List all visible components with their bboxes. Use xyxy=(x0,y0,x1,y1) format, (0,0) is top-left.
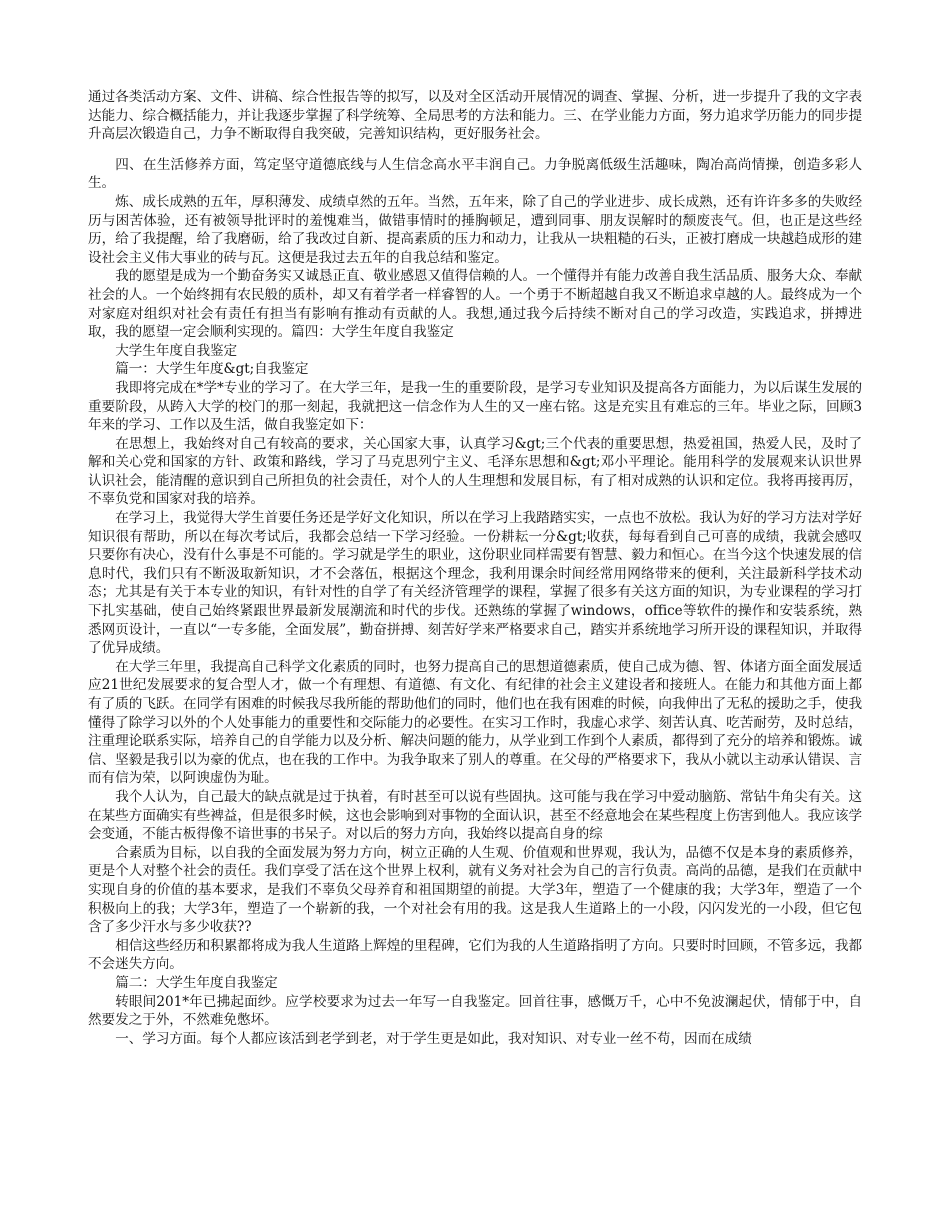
paragraph: 在学习上，我觉得大学生首要任务还是学好文化知识，所以在学习上我踏踏实实，一点也不放松。我认为好的学习方法对学好知识很有帮助，所以在每次考试后，我都会总结一下学习经验。一份耕耘一分&gt;收获，每每看到自己可喜的成绩，我就会感叹只要你有决心，没有什么事是不可能的。学习就是学生的职业，这份职业同样需要有智慧、毅力和恒心。在当今这个快速发展的信息时代，我们只有不断汲取新知识，才不会落伍，根据这个理念，我利用课余时间经常用网络带来的便利，关注最新科学技术动态；尤其是有关于本专业的知识，有针对性的自学了有关经济管理学的课程，掌握了很多有关这方面的知识，为专业课程的学习打下扎实基础，使自己始终紧跟世界最新发展潮流和时代的步伐。还熟练的掌握了windows，office等软件的操作和安装系统，熟悉网页设计，一直以“一专多能，全面发展”，勤奋拼搏、刻苦好学来严格要求自己，踏实并系统地学习所开设的课程知识，并取得了优异成绩。 xyxy=(88,510,862,657)
paragraph: 在大学三年里，我提高自己科学文化素质的同时，也努力提高自己的思想道德素质，使自己成为德、智、体诸方面全面发展适应21世纪发展要求的复合型人才，做一个有理想、有道德、有文化、有纪律的社会主义建设者和接班人。在能力和其他方面上都有了质的飞跃。在同学有困难的时候我尽我所能的帮助他们的同时，他们也在我有困难的时候，向我伸出了无私的援助之手，使我懂得了除学习以外的个人处事能力的重要性和交际能力的必要性。在实习工作时，我虚心求学、刻苦认真、吃苦耐劳，及时总结，注重理论联系实际，培养自己的自学能力以及分析、解决问题的能力，从学业到工作到个人素质，都得到了充分的培养和锻炼。诚信、坚毅是我引以为豪的优点，也在我的工作中。为我争取来了别人的尊重。在父母的严格要求下，我从小就以主动承认错误、言而有信为荣，以阿谀虚伪为耻。 xyxy=(88,658,862,787)
paragraph: 四、在生活修养方面，笃定坚守道德底线与人生信念高水平丰润自己。力争脱离低级生活趣味，陶冶高尚情操，创造多彩人生。 xyxy=(88,156,862,192)
paragraph: 炼、成长成熟的五年，厚积薄发、成绩卓然的五年。当然，五年来，除了自己的学业进步、成长成熟，还有许许多多的失败经历与困苦体验，还有被领导批评时的羞愧难当，做错事情时的捶胸顿足，遭到同事、朋友误解时的颓废丧气。但，也正是这些经历，给了我提醒，给了我磨砺，给了我改过自新、提高素质的压力和动力，让我从一块粗糙的石头，正被打磨成一块越趋成形的建设社会主义伟大事业的砖与瓦。这便是我过去五年的自我总结和鉴定。 xyxy=(88,193,862,266)
paragraph-gap xyxy=(88,144,862,156)
paragraph: 我即将完成在*学*专业的学习了。在大学三年，是我一生的重要阶段，是学习专业知识及提高各方面能力，为以后谋生发展的重要阶段，从跨入大学的校门的那一刻起，我就把这一信念作为人生的又一座右铭。这是充实且有难忘的三年。毕业之际，回顾3年来的学习、工作以及生活，做自我鉴定如下： xyxy=(88,379,862,434)
paragraph: 我的愿望是成为一个勤奋务实又诚恳正直、敬业感恩又值得信赖的人。一个懂得并有能力改善自我生活品质、服务大众、奉献社会的人。一个始终拥有农民般的质朴，却又有着学者一样睿智的人。一个勇于不断超越自我又不断追求卓越的人。最终成为一个对家庭对组织对社会有责任有担当有影响有推动有贡献的人。我想,通过我今后持续不断对自己的学习改造，实践追求，拼搏进取，我的愿望一定会顺利实现的。篇四：大学生年度自我鉴定 xyxy=(88,268,862,341)
section-heading: 篇一：大学生年度&gt;自我鉴定 xyxy=(115,361,309,378)
paragraph: 转眼间201*年已拂起面纱。应学校要求为过去一年写一自我鉴定。回首往事，感慨万千，心中不免波澜起伏，情郁于中，自然要发之于外，不然难免憋坏。 xyxy=(88,993,862,1029)
paragraph: 相信这些经历和积累都将成为我人生道路上辉煌的里程碑，它们为我的人生道路指明了方向。只要时时回顾，不管多远，我都不会迷失方向。 xyxy=(88,937,862,973)
paragraph: 合素质为目标，以自我的全面发展为努力方向，树立正确的人生观、价值观和世界观，我认为，品德不仅是本身的素质修养，更是个人对整个社会的责任。我们享受了活在这个世界上权利，就有义务对社会为自己的言行负责。高尚的品德，是我们在贡献中实现自身的价值的基本要求，是我们不辜负父母养育和祖国期望的前提。大学3年，塑造了一个健康的我；大学3年，塑造了一个积极向上的我；大学3年，塑造了一个崭新的我，一个对社会有用的我。这是我人生道路上的一小段，闪闪发光的一小段，但它包含了多少汗水与多少收获?? xyxy=(88,844,862,936)
paragraph: 在思想上，我始终对自己有较高的要求，关心国家大事，认真学习&gt;三个代表的重要思想，热爱祖国，热爱人民，及时了解和关心党和国家的方针、政策和路线，学习了马克思列宁主义、毛泽东思想和&gt;邓小平理论。能用科学的发展观来认识世界认识社会，能清醒的意识到自己所担负的社会责任，对个人的人生理想和发展目标，有了相对成熟的认识和定位。我将再接再厉，不辜负党和国家对我的培养。 xyxy=(88,435,862,508)
paragraph: 一、学习方面。每个人都应该活到老学到老，对于学生更是如此，我对知识、对专业一丝不苟，因而在成绩 xyxy=(115,1030,752,1047)
paragraph: 通过各类活动方案、文件、讲稿、综合性报告等的拟写，以及对全区活动开展情况的调查、掌握、分析，进一步提升了我的文字表达能力、综合概括能力，并让我逐步掌握了科学统筹、全局思考的方法和能力。三、在学业能力方面，努力追求学历能力的同步提升高层次锻造自己，力争不断取得自我突破，完善知识结构，更好服务社会。 xyxy=(88,89,862,143)
paragraph: 我个人认为，自己最大的缺点就是过于执着，有时甚至可以说有些固执。这可能与我在学习中爱动脑筋、常钻牛角尖有关。这在某些方面确实有些裨益，但是很多时候，这也会影响到对事物的全面认识，甚至不经意地会在某些程度上伤害到他人。我应该学会变通，不能古板得像不谙世事的书呆子。对以后的努力方向，我始终以提高自身的综 xyxy=(88,788,862,843)
section-heading: 大学生年度自我鉴定 xyxy=(115,342,238,359)
section-heading: 篇二：大学生年度自我鉴定 xyxy=(115,974,278,991)
